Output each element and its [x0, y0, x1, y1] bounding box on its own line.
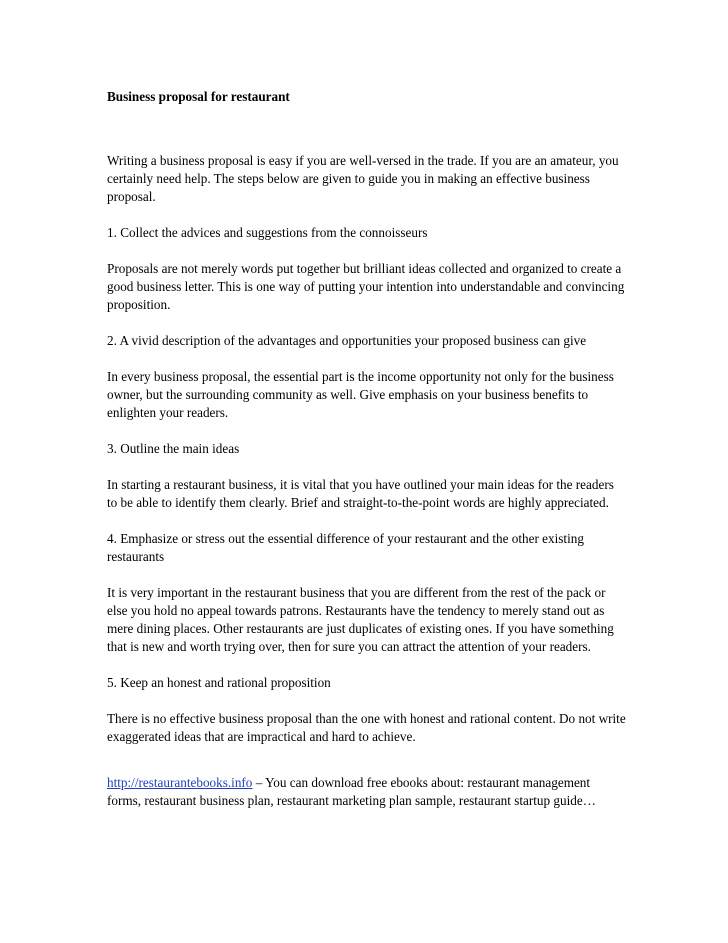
ebooks-link[interactable]: http://restaurantebooks.info — [107, 775, 253, 790]
section-body-5: There is no effective business proposal than the one with honest and rational content. Do not write exaggerated ideas that are impractical and hard to achieve. — [107, 711, 626, 744]
footer-text: – You can download free ebooks about: restaurant management forms, restaurant business plan, restaurant marketing plan sample, restaurant startup guide… — [107, 775, 596, 808]
section-heading-5: 5. Keep an honest and rational proposition — [107, 675, 331, 690]
intro-paragraph: Writing a business proposal is easy if you are well-versed in the trade. If you are an amateur, you certainly need help. The steps below are given to guide you in making an effective business proposal. — [107, 153, 619, 204]
section-heading-2: 2. A vivid description of the advantages and opportunities your proposed business can give — [107, 333, 587, 348]
section-body-3: In starting a restaurant business, it is vital that you have outlined your main ideas for the readers to be able to identify them clearly. Brief and straight-to-the-point words are highly appreciated. — [107, 477, 614, 510]
section-body-2: In every business proposal, the essential part is the income opportunity not only for the business owner, but the surrounding community as well. Give emphasis on your business benefits to enlighten your readers. — [107, 369, 614, 420]
footer-paragraph — [107, 774, 627, 810]
document-title: Business proposal for restaurant — [107, 89, 290, 104]
document-body — [107, 88, 627, 810]
section-body-4: It is very important in the restaurant business that you are different from the rest of the pack or else you hold no appeal towards patrons. Restaurants have the tendency to merely stand out as mere dining places. Other restaurants are just duplicates of existing ones. If you have something that is new and worth trying over, then for sure you can attract the attention of your readers. — [107, 585, 614, 654]
section-heading-1: 1. Collect the advices and suggestions from the connoisseurs — [107, 225, 428, 240]
section-heading-3: 3. Outline the main ideas — [107, 441, 240, 456]
section-heading-4: 4. Emphasize or stress out the essential difference of your restaurant and the other existing restaurants — [107, 531, 584, 564]
section-body-1: Proposals are not merely words put together but brilliant ideas collected and organized to create a good business letter. This is one way of putting your intention into understandable and convincing proposition. — [107, 261, 625, 312]
